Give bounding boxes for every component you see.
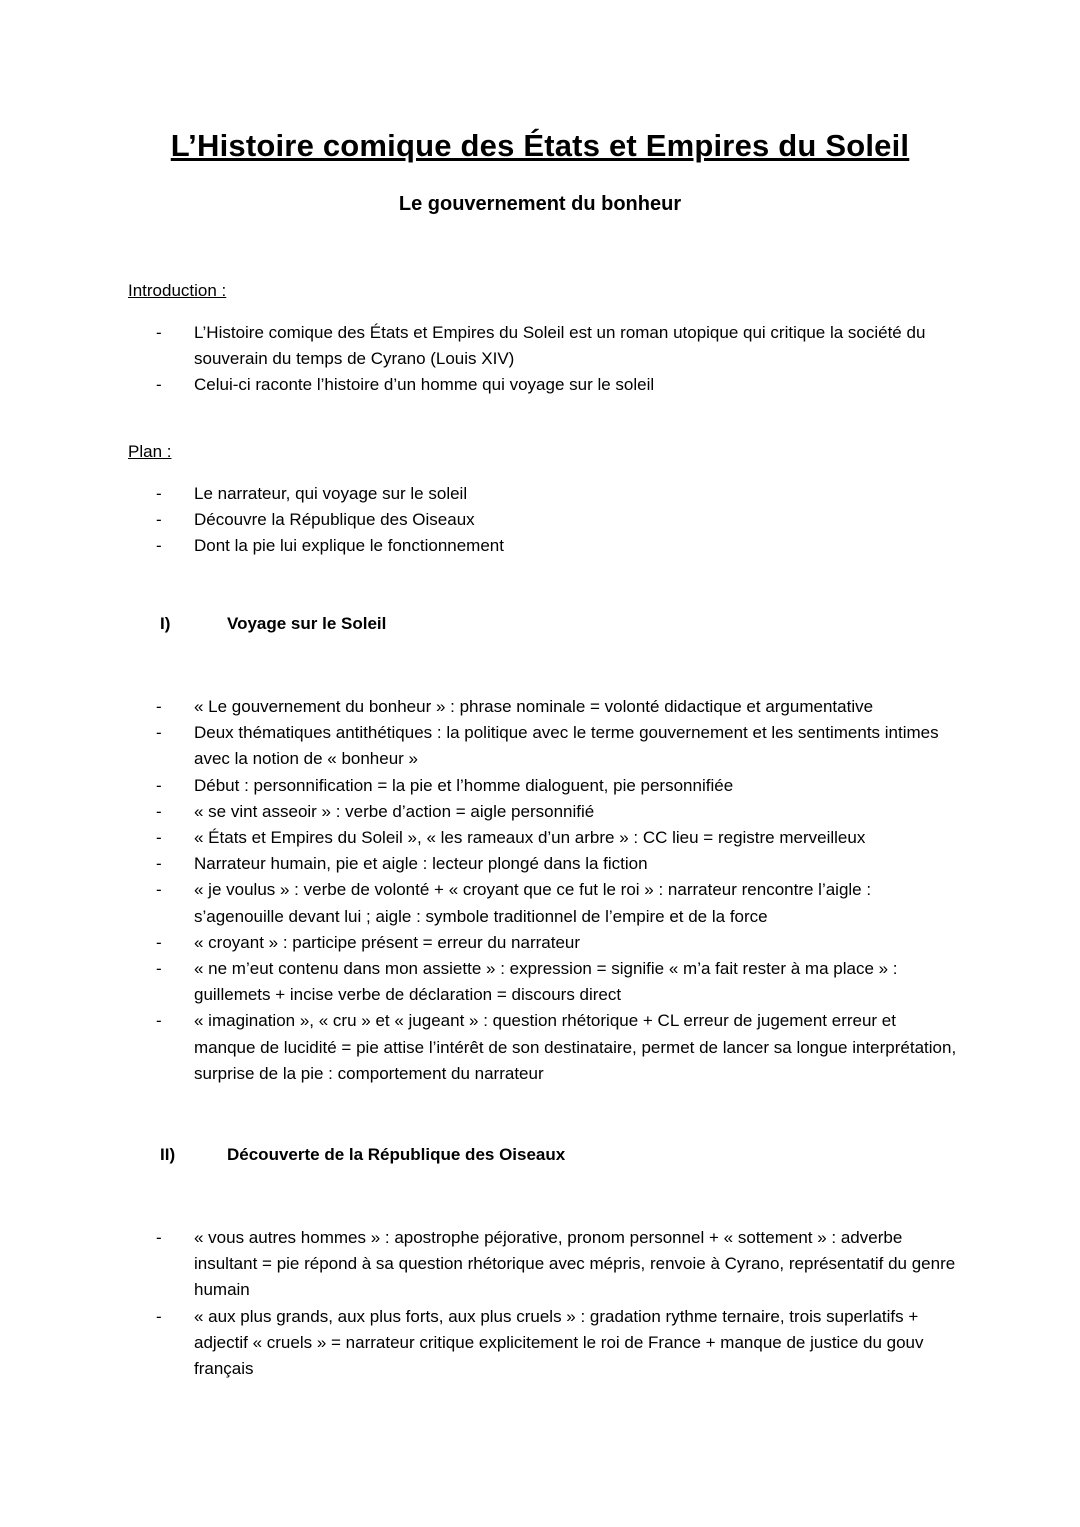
list-item: - Début : personnification = la pie et l’homme dialoguent, pie personnifiée: [156, 775, 734, 795]
list-item: - Découvre la République des Oiseaux: [156, 510, 475, 530]
list-item: - Narrateur humain, pie et aigle : lecteur plongé dans la fiction: [156, 854, 648, 874]
list-item: - « se vint asseoir » : verbe d’action = aigle personnifié: [156, 801, 595, 821]
section-number: II): [160, 1145, 176, 1164]
list-item: - Deux thématiques antithétiques : la politique avec le terme gouvernement et les sentiments intimes avec la notion de « bonheur »: [156, 723, 939, 769]
section-1-list: [128, 694, 958, 1087]
section-title: Découverte de la République des Oiseaux: [227, 1145, 566, 1164]
list-item: - « croyant » : participe présent = erreur du narrateur: [156, 932, 581, 952]
list-item: - Celui-ci raconte l’histoire d’un homme qui voyage sur le soleil: [156, 375, 655, 395]
section-title: Voyage sur le Soleil: [227, 614, 387, 633]
list-item: - Le narrateur, qui voyage sur le soleil: [156, 484, 468, 503]
section-heading-1: [160, 614, 386, 634]
section-2-list: [128, 1225, 958, 1382]
list-item: - « imagination », « cru » et « jugeant » : question rhétorique + CL erreur de jugement erreur et manque de lucidité = pie attise l’intérêt de son destinataire, permet de lancer sa longue interprétation, surprise de la pie : comportement du narrateur: [156, 1011, 957, 1083]
list-item: - « ne m’eut contenu dans mon assiette » : expression = signifie « m’a fait rester à ma place » : guillemets + incise verbe de déclaration = discours direct: [156, 959, 898, 1005]
plan-label: Plan :: [128, 442, 172, 461]
list-item: - « vous autres hommes » : apostrophe péjorative, pronom personnel + « sottement » : adverbe insultant = pie répond à sa question rhétorique avec mépris, renvoie à Cyrano, représentatif du genre humain: [156, 1228, 956, 1300]
introduction-list: [128, 320, 928, 399]
list-item: - « États et Empires du Soleil », « les rameaux d’un arbre » : CC lieu = registre merveilleux: [156, 828, 866, 848]
section-number: I): [160, 614, 171, 633]
introduction-label: Introduction :: [128, 281, 227, 300]
document-title: L’Histoire comique des États et Empires du Soleil: [170, 128, 910, 163]
list-item: - « je voulus » : verbe de volonté + « croyant que ce fut le roi » : narrateur rencontre l’aigle : s’agenouille devant lui ; aigle : symbole traditionnel de l’empire et de la force: [156, 880, 872, 926]
plan-list: [128, 481, 958, 560]
list-item: - « Le gouvernement du bonheur » : phrase nominale = volonté didactique et argumentative: [156, 697, 874, 716]
list-item: - L’Histoire comique des États et Empires du Soleil est un roman utopique qui critique la société du souverain du temps de Cyrano (Louis XIV): [156, 323, 926, 369]
list-item: - « aux plus grands, aux plus forts, aux plus cruels » : gradation rythme ternaire, trois superlatifs + adjectif « cruels » = narrateur critique explicitement le roi de France + manque de justice du gouv français: [156, 1306, 924, 1379]
section-heading-2: [160, 1145, 565, 1165]
document-subtitle: Le gouvernement du bonheur: [398, 193, 682, 215]
list-item: - Dont la pie lui explique le fonctionnement: [156, 536, 504, 556]
